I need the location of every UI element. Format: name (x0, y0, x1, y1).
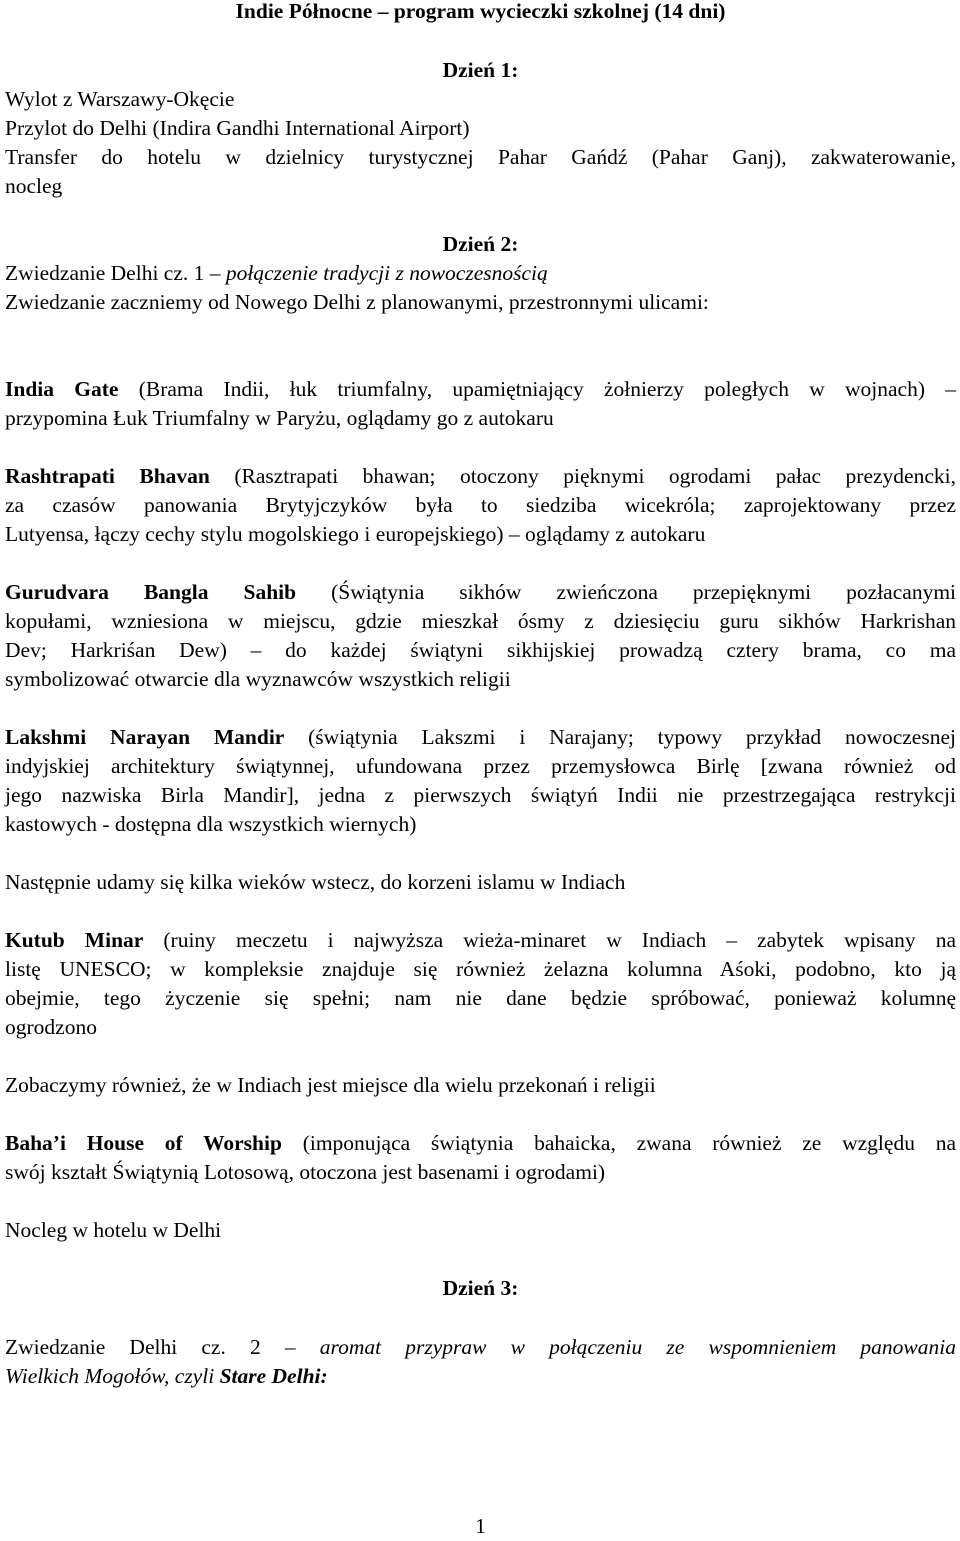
paragraph-rashtrapati: Lutyensa, łączy cechy stylu mogolskiego i europejskiego) – oglądamy z autokaru (5, 522, 706, 546)
day1-line: Wylot z Warszawy-Okęcie (5, 87, 235, 111)
paragraph-gurudvara: symbolizować otwarcie dla wyznawców wszystkich religii (5, 667, 511, 691)
paragraph-gurudvara: Dev; Harkriśan Dew) – do każdej świątyni sikhijskiej prowadzą cztery brama, co ma (5, 638, 956, 662)
paragraph-kutub: Kutub Minar (ruiny meczetu i najwyższa wieża-minaret w Indiach – zabytek wpisany na (5, 928, 956, 952)
day1-line: Transfer do hotelu w dzielnicy turystycznej Pahar Gańdź (Pahar Ganj), zakwaterowanie, (5, 145, 956, 169)
paragraph-lakshmi: Lakshmi Narayan Mandir (świątynia Lakszmi i Narajany; typowy przykład nowoczesnej (5, 725, 956, 749)
page-number: 1 (475, 1514, 486, 1538)
day3-heading: Dzień 3: (442, 1276, 519, 1300)
day1-heading: Dzień 1: (442, 58, 519, 82)
paragraph-kutub: obejmie, tego życzenie się spełni; nam nie dane będzie spróbować, ponieważ kolumnę (5, 986, 956, 1010)
paragraph-lakshmi: kastowych - dostępna dla wszystkich wiernych) (5, 812, 417, 836)
paragraph-india-gate: przypomina Łuk Triumfalny w Paryżu, oglądamy go z autokaru (5, 406, 554, 430)
paragraph-gurudvara: kopułami, wzniesiona w miejscu, gdzie mieszkał ósmy z dziesięciu guru sikhów Harkrishan (5, 609, 956, 633)
document-title: Indie Północne – program wycieczki szkolnej (14 dni) (235, 0, 726, 23)
paragraph-bahai: Baha’i House of Worship (imponująca świątynia bahaicka, zwana również ze względu na (5, 1131, 956, 1155)
day2-intro2: Zwiedzanie zaczniemy od Nowego Delhi z planowanymi, przestronnymi ulicami: (5, 290, 709, 314)
paragraph-see-also: Zobaczymy również, że w Indiach jest miejsce dla wielu przekonań i religii (5, 1073, 656, 1097)
paragraph-kutub: listę UNESCO; w kompleksie znajduje się również żelazna kolumna Aśoki, podobno, kto ją (5, 957, 956, 981)
paragraph-rashtrapati: za czasów panowania Brytyjczyków była to siedziba wicekróla; zaprojektowany przez (5, 493, 956, 517)
paragraph-bahai: swój kształt Świątynią Lotosową, otoczona jest basenami i ogrodami) (5, 1160, 606, 1184)
paragraph-india-gate: India Gate (Brama Indii, łuk triumfalny, upamiętniający żołnierzy poległych w wojnach) – (5, 377, 956, 401)
day3-intro: Zwiedzanie Delhi cz. 2 – aromat przypraw w połączeniu ze wspomnieniem panowania (5, 1335, 956, 1359)
day2-intro: Zwiedzanie Delhi cz. 1 – połączenie tradycji z nowoczesnością (5, 261, 548, 285)
paragraph-lakshmi: indyjskiej architektury świątynnej, ufundowana przez przemysłowca Birlę [zwana również od (5, 754, 956, 778)
day2-heading: Dzień 2: (442, 232, 519, 256)
paragraph-next: Następnie udamy się kilka wieków wstecz, do korzeni islamu w Indiach (5, 870, 626, 894)
day1-line: Przylot do Delhi (Indira Gandhi International Airport) (5, 116, 470, 140)
paragraph-kutub: ogrodzono (5, 1015, 97, 1039)
day1-line: nocleg (5, 174, 63, 198)
day3-intro: Wielkich Mogołów, czyli Stare Delhi: (5, 1364, 328, 1388)
paragraph-gurudvara: Gurudvara Bangla Sahib (Świątynia sikhów zwieńczona przepięknymi pozłacanymi (5, 580, 957, 604)
paragraph-lakshmi: jego nazwiska Birla Mandir], jedna z pierwszych świątyń Indii nie przestrzegająca restrykcji (5, 783, 956, 807)
paragraph-rashtrapati: Rashtrapati Bhavan (Rasztrapati bhawan; otoczony pięknymi ogrodami pałac prezydencki, (5, 464, 956, 488)
document-page (5, 0, 956, 1537)
paragraph-night: Nocleg w hotelu w Delhi (5, 1218, 222, 1242)
